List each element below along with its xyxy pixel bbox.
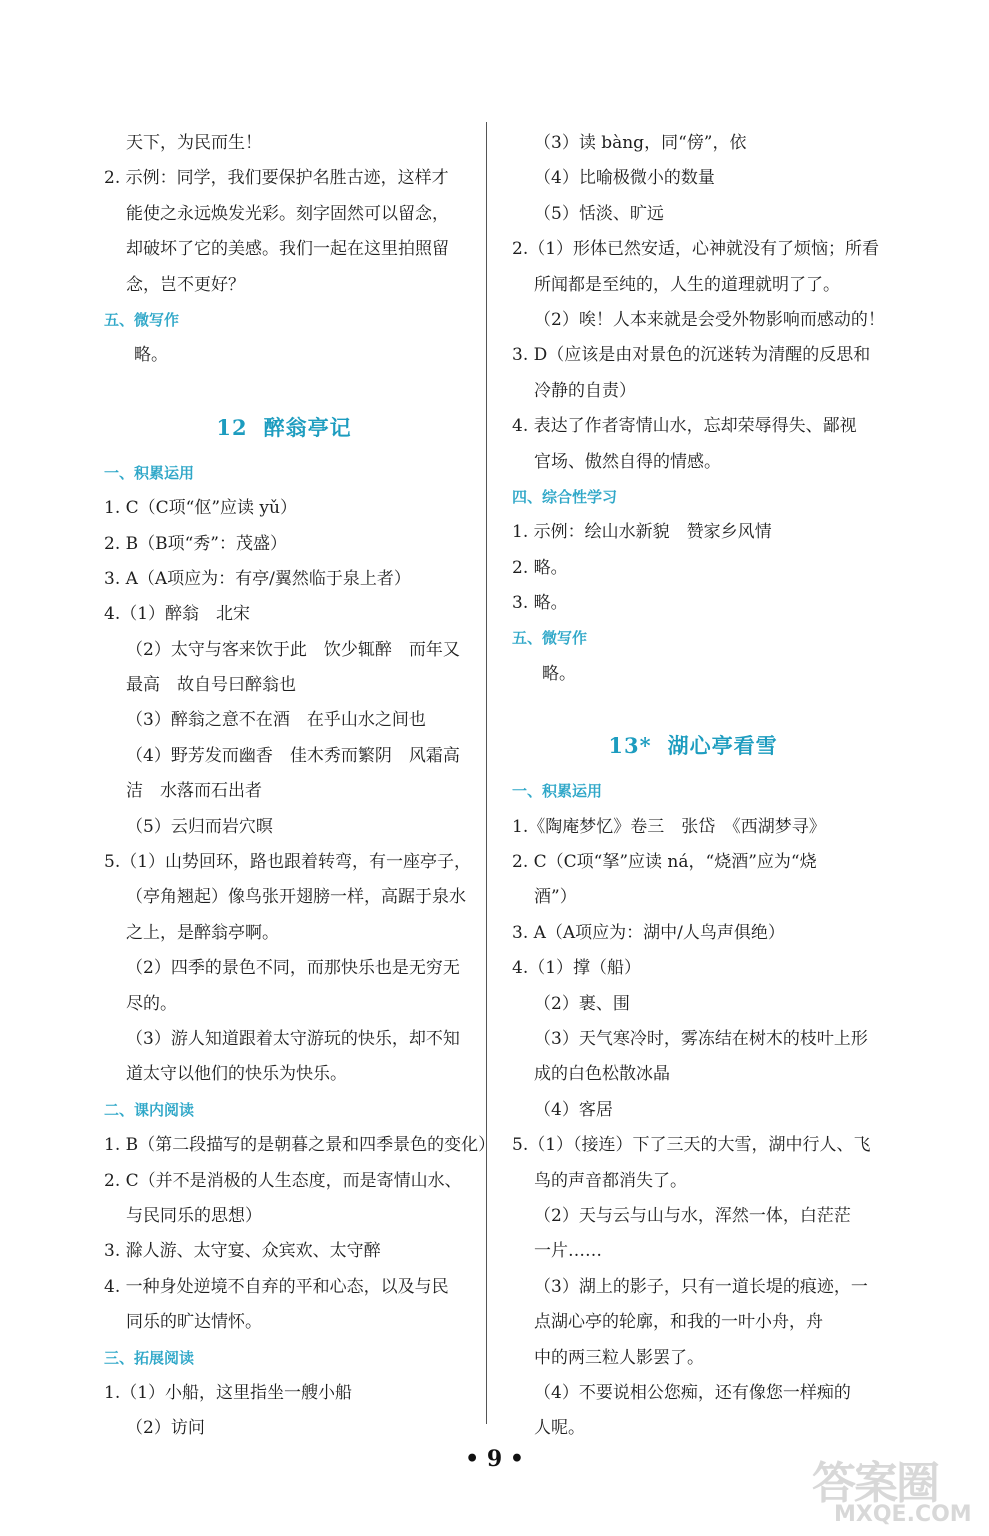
answer-line: 所闻都是至纯的，人生的道理就明了了。 bbox=[534, 274, 840, 295]
answer-line: （3）读 bàng，同“傍”，依 bbox=[534, 133, 747, 153]
answer-line: （4）不要说相公您痴，还有像您一样痴的 bbox=[534, 1382, 851, 1403]
answer-line: 中的两三粒人影罢了。 bbox=[534, 1347, 704, 1368]
section-heading: 一、积累运用 bbox=[104, 463, 195, 482]
answer-line: 最高 故自号曰醉翁也 bbox=[126, 675, 296, 696]
answer-line: （3）醉翁之意不在酒 在乎山水之间也 bbox=[126, 710, 426, 731]
section-heading: 三、拓展阅读 bbox=[104, 1348, 195, 1367]
section-heading: 二、课内阅读 bbox=[104, 1100, 195, 1119]
answer-line: （亭角翘起）像鸟张开翅膀一样，高踞于泉水 bbox=[126, 887, 466, 908]
answer-line: （2）裹、围 bbox=[534, 993, 630, 1014]
section-heading: 一、积累运用 bbox=[512, 782, 603, 801]
answer-line: （2）太守与客来饮于此 饮少辄醉 而年又 bbox=[126, 639, 460, 660]
answer-line: 略。 bbox=[134, 345, 168, 366]
answer-line: 鸟的声音都消失了。 bbox=[534, 1170, 687, 1191]
answer-line: 4.（1）撑（船） bbox=[512, 958, 642, 979]
answer-line: 4.（1）醉翁 北宋 bbox=[104, 604, 251, 625]
answer-line: 念，岂不更好？ bbox=[126, 274, 245, 295]
lesson-name: 湖心亭看雪 bbox=[667, 733, 778, 759]
answer-line: 官场、傲然自得的情感。 bbox=[534, 451, 721, 472]
page-number: • 9 • bbox=[465, 1446, 524, 1472]
answer-line: 点湖心亭的轮廓，和我的一叶小舟，舟 bbox=[534, 1312, 823, 1333]
answer-line: （2）天与云与山与水，浑然一体，白茫茫 bbox=[534, 1205, 851, 1226]
answer-line: 1. 示例：绘山水新貌 赞家乡风情 bbox=[512, 522, 772, 543]
answer-line: 2. 示例：同学，我们要保护名胜古迹，这样才 bbox=[104, 168, 449, 189]
answer-line: （5）云归而岩穴暝 bbox=[126, 816, 273, 837]
answer-line: 天下，为民而生！ bbox=[126, 133, 262, 153]
answer-line: （5）恬淡、旷远 bbox=[534, 203, 664, 224]
answer-line: 4. 一种身处逆境不自弃的平和心态，以及与民 bbox=[104, 1276, 449, 1297]
answer-line: 略。 bbox=[542, 663, 576, 684]
answer-line: 冷静的自责） bbox=[534, 380, 636, 401]
answer-line: 酒”） bbox=[534, 887, 577, 908]
watermark-logo bbox=[812, 1460, 982, 1530]
answer-line: 1.（1）小船，这里指坐一艘小船 bbox=[104, 1382, 353, 1403]
answer-line: 2. C（并不是消极的人生态度，而是寄情山水、 bbox=[104, 1170, 462, 1191]
answer-line: （3）湖上的影子，只有一道长堤的痕迹，一 bbox=[534, 1276, 868, 1297]
answer-line: （4）野芳发而幽香 佳木秀而繁阴 风霜高 bbox=[126, 745, 460, 766]
answer-line: 3. 略。 bbox=[512, 593, 568, 614]
answer-line: 3. D（应该是由对景色的沉迷转为清醒的反思和 bbox=[512, 345, 871, 366]
answer-line: 1.《陶庵梦忆》卷三 张岱 《西湖梦寻》 bbox=[512, 816, 826, 837]
watermark-url: MXQE.COM bbox=[834, 1502, 972, 1527]
lesson-name: 醉翁亭记 bbox=[263, 414, 352, 440]
lesson-title bbox=[512, 718, 874, 774]
lesson-number: 13* bbox=[608, 733, 652, 759]
answer-line: （2）四季的景色不同，而那快乐也是无穷无 bbox=[126, 958, 460, 979]
answer-line: 2.（1）形体已然安适，心神就没有了烦恼；所看 bbox=[512, 239, 880, 260]
section-heading: 五、微写作 bbox=[512, 629, 588, 648]
answer-line: （3）游人知道跟着太守游玩的快乐，却不知 bbox=[126, 1028, 460, 1049]
answer-line: 1. C（C项“伛”应读 yǔ） bbox=[104, 498, 297, 519]
answer-line: 却破坏了它的美感。我们一起在这里拍照留 bbox=[126, 239, 449, 260]
answer-line: 成的白色松散冰晶 bbox=[534, 1064, 670, 1085]
answer-line: 一片…… bbox=[534, 1241, 602, 1262]
answer-line: （2）唉！人本来就是会受外物影响而感动的！ bbox=[534, 309, 885, 330]
answer-line: 1. B（第二段描写的是朝暮之景和四季景色的变化） bbox=[104, 1135, 496, 1156]
answer-line: 2. B（B项“秀”：茂盛） bbox=[104, 533, 287, 554]
answer-line: 之上，是醉翁亭啊。 bbox=[126, 922, 279, 943]
left-column bbox=[104, 126, 496, 1447]
lesson-number: 12 bbox=[216, 414, 248, 440]
answer-line: （3）天气寒冷时，雾冻结在树木的枝叶上形 bbox=[534, 1028, 868, 1049]
section-gap bbox=[512, 692, 874, 718]
answer-line: 5.（1）山势回环，路也跟着转弯，有一座亭子， bbox=[104, 852, 472, 873]
lesson-title bbox=[104, 400, 464, 456]
section-heading: 四、综合性学习 bbox=[512, 487, 618, 506]
answer-line: 能使之永远焕发光彩。刻字固然可以留念， bbox=[126, 203, 449, 224]
answer-line: 2. C（C项“拏”应读 ná，“烧酒”应为“烧 bbox=[512, 852, 817, 873]
answer-line: 3. A（A项应为：湖中/人鸟声俱绝） bbox=[512, 922, 785, 943]
watermark-text: 答案圈 bbox=[812, 1458, 938, 1509]
answer-line: （4）客居 bbox=[534, 1099, 613, 1120]
answer-line: 与民同乐的思想） bbox=[126, 1205, 262, 1226]
answer-line: 3. 滁人游、太守宴、众宾欢、太守醉 bbox=[104, 1241, 381, 1262]
answer-line: （4）比喻极微小的数量 bbox=[534, 168, 715, 189]
column-divider bbox=[486, 122, 487, 1424]
right-column bbox=[512, 126, 885, 1447]
answer-line: 洁 水落而石出者 bbox=[126, 781, 262, 802]
answer-line: 3. A（A项应为：有亭/翼然临于泉上者） bbox=[104, 568, 411, 589]
answer-line: 4. 表达了作者寄情山水，忘却荣辱得失、鄙视 bbox=[512, 416, 857, 437]
section-heading: 五、微写作 bbox=[104, 310, 180, 329]
answer-line: （2）访问 bbox=[126, 1418, 205, 1439]
answer-line: 2. 略。 bbox=[512, 557, 568, 578]
answer-line: 道太守以他们的快乐为快乐。 bbox=[126, 1064, 347, 1085]
answer-line: 尽的。 bbox=[126, 993, 177, 1014]
answer-line: 5.（1）（接连）下了三天的大雪，湖中行人、飞 bbox=[512, 1135, 871, 1156]
answer-line: 人呢。 bbox=[534, 1418, 585, 1439]
section-gap bbox=[104, 374, 464, 400]
answer-line: 同乐的旷达情怀。 bbox=[126, 1312, 262, 1333]
